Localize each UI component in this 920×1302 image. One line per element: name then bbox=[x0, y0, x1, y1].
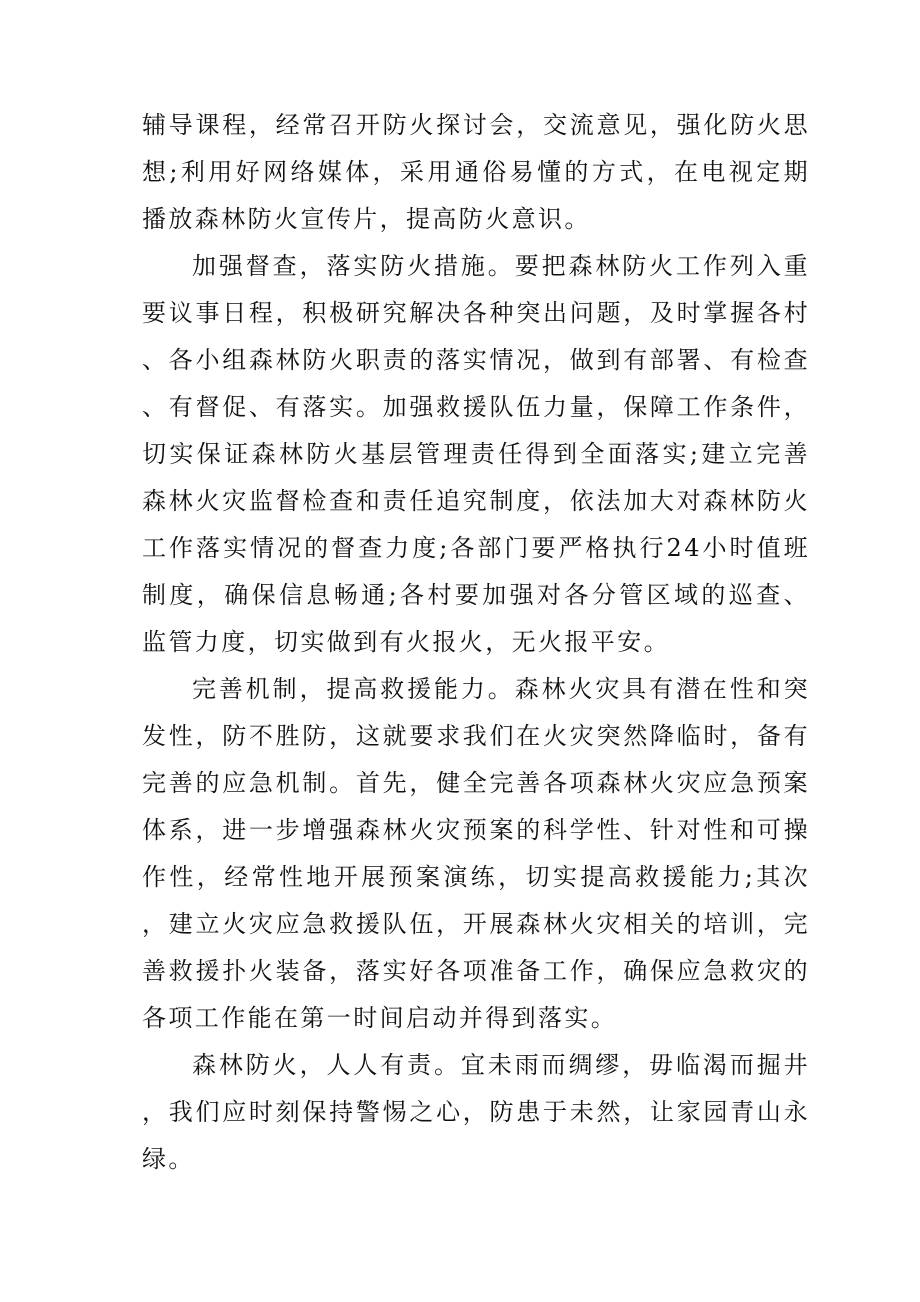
paragraph-mechanism: 完善机制，提高救援能力。森林火灾具有潜在性和突发性，防不胜防，这就要求我们在火灾突然降临时，备有完善的应急机制。首先，健全完善各项森林火灾应急预案体系，进一步增强森林火灾预案的科学性、针对性和可操作性，经常性地开展预案演练，切实提高救援能力;其次，建立火灾应急救援队伍，开展森林火灾相关的培训，完善救援扑火装备，落实好各项准备工作，确保应急救灾的各项工作能在第一时间启动并得到落实。 bbox=[142, 675, 810, 1032]
paragraph-continuation: 辅导课程，经常召开防火探讨会，交流意见，强化防火思想;利用好网络媒体，采用通俗易懂的方式，在电视定期播放森林防火宣传片，提高防火意识。 bbox=[142, 111, 810, 233]
paragraph-supervision: 加强督查，落实防火措施。要把森林防火工作列入重要议事日程，积极研究解决各种突出问题，及时掌握各村、各小组森林防火职责的落实情况，做到有部署、有检查、有督促、有落实。加强救援队伍力量，保障工作条件，切实保证森林防火基层管理责任得到全面落实;建立完善森林火灾监督检查和责任追究制度，依法加大对森林防火工作落实情况的督查力度;各部门要严格执行24小时值班制度，确保信息畅通;各村要加强对各分管区域的巡查、监管力度，切实做到有火报火，无火报平安。 bbox=[142, 252, 810, 656]
paragraph-conclusion: 森林防火，人人有责。宜未雨而绸缪，毋临渴而掘井，我们应时刻保持警惕之心，防患于未然，让家园青山永绿。 bbox=[142, 1051, 810, 1173]
